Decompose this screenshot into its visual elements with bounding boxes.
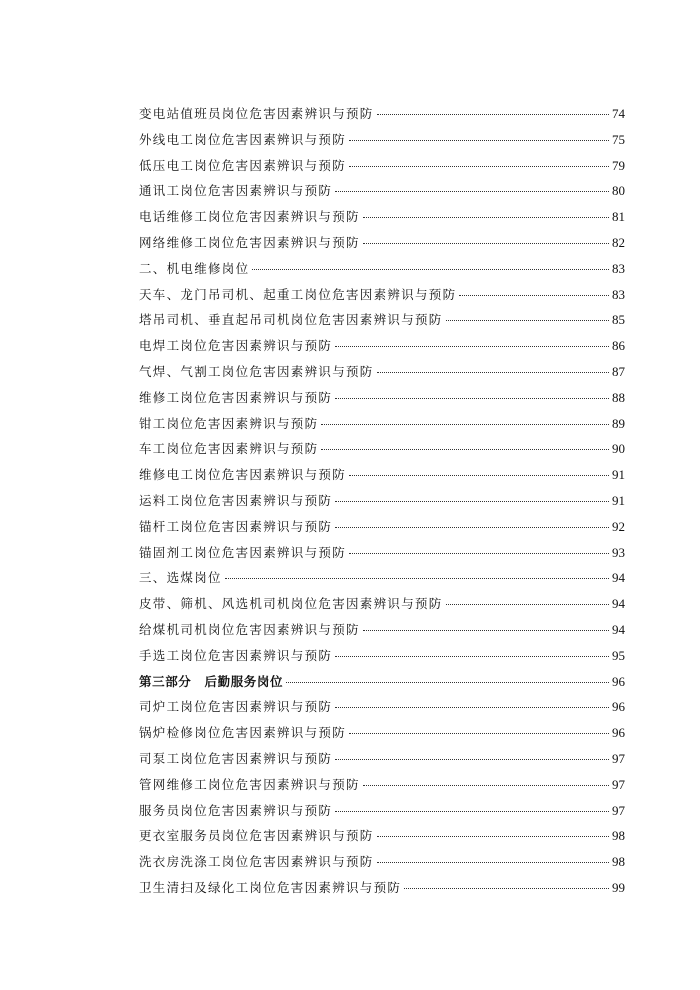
toc-entry-label: 变电站值班员岗位危害因素辨识与预防: [139, 106, 374, 121]
toc-entry[interactable]: [139, 723, 625, 749]
toc-entry-page: 97: [612, 776, 625, 792]
toc-entry-page: 95: [612, 647, 625, 663]
toc-entry[interactable]: [139, 826, 625, 852]
dot-leader: [321, 424, 609, 425]
dot-leader: [377, 114, 609, 115]
toc-entry[interactable]: [139, 594, 625, 620]
toc-entry-label: 电焊工岗位危害因素辨识与预防: [139, 338, 333, 354]
dot-leader: [321, 449, 609, 450]
toc-entry-label: 三、选煤岗位: [139, 570, 222, 586]
toc-entry[interactable]: [139, 233, 625, 259]
toc-entry[interactable]: [139, 414, 625, 440]
toc-entry[interactable]: [139, 878, 625, 904]
toc-entry[interactable]: [139, 543, 625, 569]
toc-entry[interactable]: [139, 285, 625, 311]
dot-leader: [446, 320, 609, 321]
toc-entry-label: 第三部分 后勤服务岗位: [139, 673, 284, 689]
toc-entry-label: 运料工岗位危害因素辨识与预防: [139, 492, 333, 508]
dot-leader: [363, 243, 609, 244]
dot-leader: [335, 191, 609, 192]
toc-entry-label: 管网维修工岗位危害因素辨识与预防: [139, 776, 360, 792]
dot-leader: [335, 811, 609, 812]
toc-entry-page: 88: [612, 389, 625, 405]
toc-entry-page: 79: [612, 157, 625, 173]
toc-entry[interactable]: [139, 388, 625, 414]
toc-entry-page: 96: [612, 699, 625, 715]
toc-entry-label: 塔吊司机、垂直起吊司机岗位危害因素辨识与预防: [139, 312, 443, 328]
toc-entry-page: 89: [612, 415, 625, 431]
toc-section-heading[interactable]: [139, 568, 625, 594]
dot-leader: [363, 217, 609, 218]
toc-entry-label: 手选工岗位危害因素辨识与预防: [139, 647, 333, 663]
toc-entry-page: 94: [612, 621, 625, 637]
toc-entry-label: 通讯工岗位危害因素辨识与预防: [139, 183, 333, 199]
toc-entry[interactable]: [139, 801, 625, 827]
dot-leader: [349, 475, 609, 476]
dot-leader: [349, 553, 609, 554]
toc-entry-label: 电话维修工岗位危害因素辨识与预防: [139, 209, 360, 225]
toc-entry-page: 94: [612, 570, 625, 586]
dot-leader: [404, 888, 609, 889]
dot-leader: [459, 295, 609, 296]
dot-leader: [377, 862, 609, 863]
toc-entry-page: 74: [612, 106, 625, 121]
toc-entry-page: 98: [612, 854, 625, 870]
dot-leader: [335, 501, 609, 502]
toc-part-heading[interactable]: [139, 672, 625, 698]
toc-entry[interactable]: [139, 491, 625, 517]
toc-entry-page: 87: [612, 363, 625, 379]
toc-entry-page: 90: [612, 441, 625, 457]
toc-entry-label: 二、机电维修岗位: [139, 260, 250, 276]
toc-entry-page: 82: [612, 234, 625, 250]
toc-entry[interactable]: [139, 439, 625, 465]
toc-entry-label: 司泵工岗位危害因素辨识与预防: [139, 750, 333, 766]
toc-entry-page: 92: [612, 518, 625, 534]
toc-entry-label: 锚杆工岗位危害因素辨识与预防: [139, 518, 333, 534]
dot-leader: [377, 836, 609, 837]
toc-entry-label: 皮带、筛机、风选机司机岗位危害因素辨识与预防: [139, 596, 443, 612]
dot-leader: [377, 372, 609, 373]
toc-entry-label: 维修电工岗位危害因素辨识与预防: [139, 467, 347, 483]
toc-entry[interactable]: [139, 336, 625, 362]
toc-entry-page: 99: [612, 879, 625, 895]
toc-entry[interactable]: [139, 697, 625, 723]
toc-entry[interactable]: [139, 620, 625, 646]
dot-leader: [363, 630, 609, 631]
toc-entry-page: 98: [612, 828, 625, 844]
toc-entry[interactable]: [139, 775, 625, 801]
toc-entry-label: 服务员岗位危害因素辨识与预防: [139, 802, 333, 818]
toc-entry-label: 外线电工岗位危害因素辨识与预防: [139, 131, 347, 147]
toc-entry-page: 96: [612, 725, 625, 741]
toc-entry[interactable]: [139, 156, 625, 182]
toc-entry[interactable]: [139, 181, 625, 207]
toc-entry-page: 80: [612, 183, 625, 199]
toc-entry[interactable]: [139, 646, 625, 672]
toc-entry-page: 81: [612, 209, 625, 225]
toc-entry-page: 75: [612, 131, 625, 147]
dot-leader: [335, 656, 609, 657]
dot-leader: [446, 604, 609, 605]
toc-entry[interactable]: [139, 465, 625, 491]
toc-entry[interactable]: [139, 362, 625, 388]
toc-entry-label: 更衣室服务员岗位危害因素辨识与预防: [139, 828, 374, 844]
toc-entry[interactable]: [139, 104, 625, 130]
toc-entry-page: 94: [612, 596, 625, 612]
toc-entry-page: 96: [612, 673, 625, 689]
toc-entry-page: 83: [612, 286, 625, 302]
toc-entry[interactable]: [139, 749, 625, 775]
dot-leader: [335, 346, 609, 347]
dot-leader: [363, 785, 609, 786]
toc-entry[interactable]: [139, 207, 625, 233]
toc-entry[interactable]: [139, 852, 625, 878]
table-of-contents: [139, 104, 625, 904]
toc-entry-page: 97: [612, 802, 625, 818]
toc-entry-label: 锚固剂工岗位危害因素辨识与预防: [139, 544, 347, 560]
toc-entry-label: 钳工岗位危害因素辨识与预防: [139, 415, 319, 431]
dot-leader: [335, 759, 609, 760]
toc-entry-page: 86: [612, 338, 625, 354]
toc-entry[interactable]: [139, 310, 625, 336]
toc-entry-page: 83: [612, 260, 625, 276]
dot-leader: [349, 140, 609, 141]
toc-entry-label: 维修工岗位危害因素辨识与预防: [139, 389, 333, 405]
dot-leader: [335, 707, 609, 708]
toc-entry-label: 网络维修工岗位危害因素辨识与预防: [139, 234, 360, 250]
toc-entry-page: 93: [612, 544, 625, 560]
toc-entry[interactable]: [139, 130, 625, 156]
dot-leader: [335, 527, 609, 528]
dot-leader: [349, 733, 609, 734]
toc-entry-page: 97: [612, 750, 625, 766]
toc-section-heading[interactable]: [139, 259, 625, 285]
dot-leader: [252, 269, 609, 270]
toc-entry-label: 车工岗位危害因素辨识与预防: [139, 441, 319, 457]
toc-entry[interactable]: [139, 517, 625, 543]
toc-entry-label: 给煤机司机岗位危害因素辨识与预防: [139, 621, 360, 637]
toc-entry-label: 天车、龙门吊司机、起重工岗位危害因素辨识与预防: [139, 286, 457, 302]
toc-entry-page: 85: [612, 312, 625, 328]
dot-leader: [349, 166, 609, 167]
toc-entry-label: 低压电工岗位危害因素辨识与预防: [139, 157, 347, 173]
toc-entry-label: 锅炉检修岗位危害因素辨识与预防: [139, 725, 347, 741]
toc-entry-label: 洗衣房洗涤工岗位危害因素辨识与预防: [139, 854, 374, 870]
toc-entry-page: 91: [612, 492, 625, 508]
toc-entry-label: 气焊、气割工岗位危害因素辨识与预防: [139, 363, 374, 379]
toc-entry-page: 91: [612, 467, 625, 483]
dot-leader: [286, 682, 609, 683]
dot-leader: [335, 398, 609, 399]
toc-entry-label: 卫生清扫及绿化工岗位危害因素辨识与预防: [139, 879, 402, 895]
toc-entry-label: 司炉工岗位危害因素辨识与预防: [139, 699, 333, 715]
dot-leader: [225, 578, 609, 579]
